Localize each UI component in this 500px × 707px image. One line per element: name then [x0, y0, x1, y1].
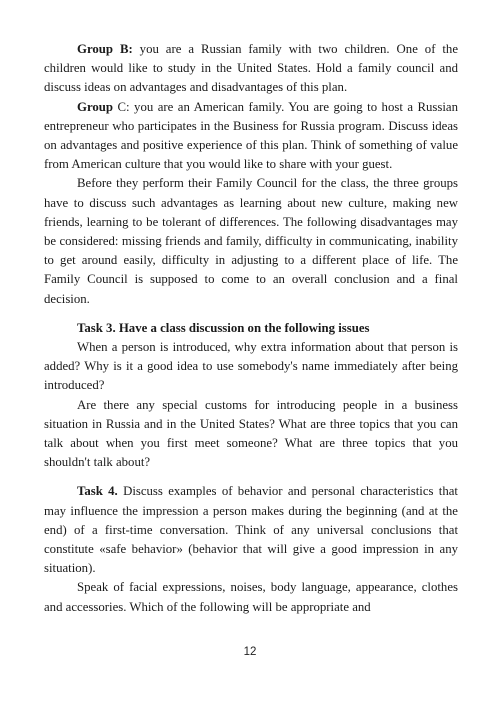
group-c-label: Group	[77, 99, 114, 114]
section-gap	[44, 309, 458, 319]
task4-text: Discuss examples of behavior and personal characteristics that may influence the impression a person makes during the beginning (and at the end) of a first-time conversation. Think of any universal conclusions that constitute «safe behavior» (behavior that will give a good impression in any situation).	[44, 484, 458, 576]
group-b-text: you are a Russian family with two children. One of the children would like to study in the United States. Hold a family council and discuss ideas on advantages and disadvantages of this plan.	[44, 42, 459, 95]
group-b-label: Group B:	[77, 42, 133, 56]
task3-heading: Task 3. Have a class discussion on the following issues	[77, 320, 370, 335]
family-council-paragraph: Before they perform their Family Council for the class, the three groups have to discuss such advantages as learning about new culture, making new friends, learning to be tolerant of differences. The following disadvantages may be considered: missing friends and family, difficulty in communicating, inability to get around easily, difficulty in adjusting to a different place of life. The Family Council is supposed to come to an overall conclusion and a final decision.	[44, 176, 458, 306]
group-c-paragraph	[44, 98, 458, 175]
task3-paragraph-2: Are there any special customs for introducing people in a business situation in Russia and in the United States? What are three topics that you can talk about when you first meet someone? What are three topics that you shouldn't talk about?	[44, 397, 458, 470]
page-content	[44, 40, 458, 617]
task3-paragraph-1: When a person is introduced, why extra information about that person is added? Why is it a good idea to use somebody's name immediately after being introduced?	[44, 340, 458, 393]
section-gap	[44, 472, 458, 482]
task4-paragraph-2: Speak of facial expressions, noises, body language, appearance, clothes and accessories. Which of the following will be appropriate and	[44, 580, 458, 614]
task4-label: Task 4.	[77, 484, 118, 499]
group-c-text: C: you are an American family. You are going to host a Russian entrepreneur who participates in the Business for Russia program. Discuss ideas on advantages and positive experience of this plan. Think of something of value from American culture that you would like to share with your guest.	[44, 99, 458, 172]
group-b-paragraph	[44, 40, 458, 98]
task4-paragraph-1	[44, 482, 458, 578]
page-number: 12	[243, 646, 257, 658]
